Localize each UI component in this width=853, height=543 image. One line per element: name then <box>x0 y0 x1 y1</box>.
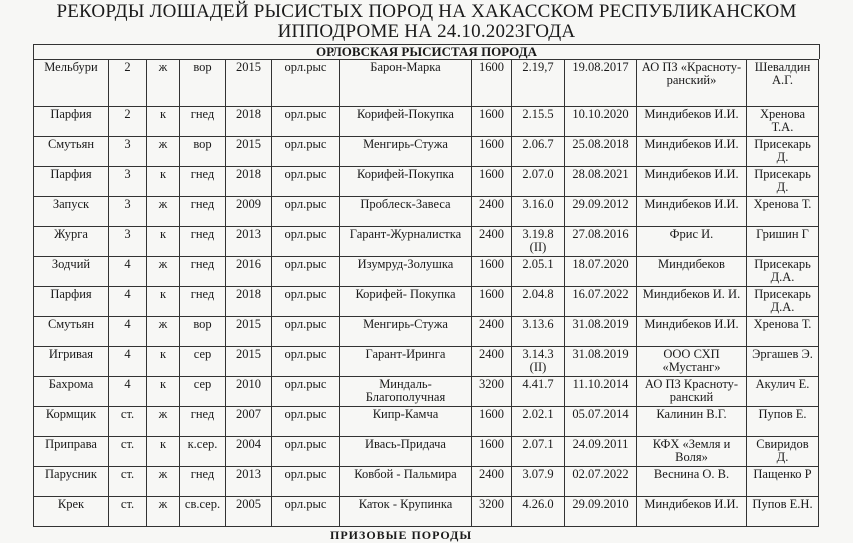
age-cell: ст. <box>109 437 147 467</box>
sex-cell: ж <box>147 467 180 497</box>
birth-year-cell: 2015 <box>226 137 272 167</box>
table-row <box>34 167 819 197</box>
sex-cell: к <box>147 377 180 407</box>
sex-cell: к <box>147 287 180 317</box>
age-cell: 3 <box>109 167 147 197</box>
breed-cell: орл.рыс <box>272 497 340 527</box>
record-time-cell: 3.14.3 (II) <box>512 347 565 377</box>
table-row <box>34 317 819 347</box>
owner-cell: Миндибеков <box>637 257 747 287</box>
distance-cell: 2400 <box>472 317 512 347</box>
table-row <box>34 287 819 317</box>
color-cell: св.сер. <box>180 497 226 527</box>
horse-name-cell: Парусник <box>34 467 109 497</box>
pedigree-cell: Корифей-Покупка <box>340 167 472 197</box>
distance-cell: 2400 <box>472 467 512 497</box>
birth-year-cell: 2015 <box>226 317 272 347</box>
record-date-cell: 18.07.2020 <box>565 257 637 287</box>
owner-cell: Калинин В.Г. <box>637 407 747 437</box>
birth-year-cell: 2018 <box>226 107 272 137</box>
table-row <box>34 137 819 167</box>
pedigree-cell: Гарант-Журналистка <box>340 227 472 257</box>
record-time-cell: 3.13.6 <box>512 317 565 347</box>
distance-cell: 1600 <box>472 437 512 467</box>
horse-name-cell: Крек <box>34 497 109 527</box>
record-date-cell: 19.08.2017 <box>565 60 637 107</box>
birth-year-cell: 2013 <box>226 467 272 497</box>
record-date-cell: 05.07.2014 <box>565 407 637 437</box>
pedigree-cell: Миндаль-Благополучная <box>340 377 472 407</box>
horse-name-cell: Приправа <box>34 437 109 467</box>
sex-cell: к <box>147 227 180 257</box>
owner-cell: Миндибеков И.И. <box>637 137 747 167</box>
records-table <box>33 59 819 527</box>
distance-cell: 1600 <box>472 60 512 107</box>
color-cell: гнед <box>180 167 226 197</box>
pedigree-cell: Проблеск-Завеса <box>340 197 472 227</box>
color-cell: сер <box>180 377 226 407</box>
horse-name-cell: Парфия <box>34 107 109 137</box>
trainer-cell: Хренова Т. <box>747 197 819 227</box>
breed-cell: орл.рыс <box>272 377 340 407</box>
distance-cell: 2400 <box>472 227 512 257</box>
age-cell: ст. <box>109 407 147 437</box>
record-time-cell: 2.19,7 <box>512 60 565 107</box>
color-cell: гнед <box>180 227 226 257</box>
record-date-cell: 31.08.2019 <box>565 317 637 347</box>
record-date-cell: 29.09.2010 <box>565 497 637 527</box>
owner-cell: ООО СХП «Мустанг» <box>637 347 747 377</box>
record-time-cell: 2.02.1 <box>512 407 565 437</box>
color-cell: к.сер. <box>180 437 226 467</box>
distance-cell: 3200 <box>472 377 512 407</box>
owner-cell: АО ПЗ «Краснотуранский» <box>637 60 747 107</box>
trainer-cell: Хренова Т. <box>747 317 819 347</box>
color-cell: гнед <box>180 287 226 317</box>
birth-year-cell: 2009 <box>226 197 272 227</box>
breed-cell: орл.рыс <box>272 60 340 107</box>
record-date-cell: 31.08.2019 <box>565 347 637 377</box>
color-cell: гнед <box>180 257 226 287</box>
distance-cell: 1600 <box>472 287 512 317</box>
distance-cell: 1600 <box>472 257 512 287</box>
record-time-cell: 2.07.0 <box>512 167 565 197</box>
distance-cell: 1600 <box>472 107 512 137</box>
breed-cell: орл.рыс <box>272 137 340 167</box>
record-date-cell: 28.08.2021 <box>565 167 637 197</box>
next-section-title: ПРИЗОВЫЕ ПОРОДЫ <box>330 528 473 542</box>
horse-name-cell: Зодчий <box>34 257 109 287</box>
horse-name-cell: Бахрома <box>34 377 109 407</box>
sex-cell: ж <box>147 257 180 287</box>
color-cell: гнед <box>180 107 226 137</box>
distance-cell: 1600 <box>472 137 512 167</box>
birth-year-cell: 2005 <box>226 497 272 527</box>
birth-year-cell: 2004 <box>226 437 272 467</box>
birth-year-cell: 2010 <box>226 377 272 407</box>
distance-cell: 1600 <box>472 407 512 437</box>
owner-cell: Веснина О. В. <box>637 467 747 497</box>
pedigree-cell: Ковбой - Пальмира <box>340 467 472 497</box>
trainer-cell: Присекарь Д. <box>747 137 819 167</box>
age-cell: 2 <box>109 60 147 107</box>
trainer-cell: Свиридов Д. <box>747 437 819 467</box>
breed-cell: орл.рыс <box>272 347 340 377</box>
record-time-cell: 4.41.7 <box>512 377 565 407</box>
horse-name-cell: Журга <box>34 227 109 257</box>
pedigree-cell: Корифей-Покупка <box>340 107 472 137</box>
table-row <box>34 60 819 107</box>
breed-cell: орл.рыс <box>272 467 340 497</box>
birth-year-cell: 2018 <box>226 167 272 197</box>
birth-year-cell: 2007 <box>226 407 272 437</box>
record-date-cell: 24.09.2011 <box>565 437 637 467</box>
horse-name-cell: Парфия <box>34 167 109 197</box>
trainer-cell: Пупов Е.Н. <box>747 497 819 527</box>
record-date-cell: 29.09.2012 <box>565 197 637 227</box>
trainer-cell: Присекарь Д.А. <box>747 257 819 287</box>
pedigree-cell: Кипр-Камча <box>340 407 472 437</box>
pedigree-cell: Барон-Марка <box>340 60 472 107</box>
breed-cell: орл.рыс <box>272 317 340 347</box>
table-row <box>34 107 819 137</box>
record-date-cell: 11.10.2014 <box>565 377 637 407</box>
record-time-cell: 2.15.5 <box>512 107 565 137</box>
trainer-cell: Акулич Е. <box>747 377 819 407</box>
record-date-cell: 25.08.2018 <box>565 137 637 167</box>
pedigree-cell: Ивась-Придача <box>340 437 472 467</box>
distance-cell: 3200 <box>472 497 512 527</box>
table-row <box>34 347 819 377</box>
age-cell: 4 <box>109 317 147 347</box>
birth-year-cell: 2016 <box>226 257 272 287</box>
age-cell: ст. <box>109 467 147 497</box>
breed-cell: орл.рыс <box>272 287 340 317</box>
age-cell: 3 <box>109 227 147 257</box>
sex-cell: ж <box>147 317 180 347</box>
pedigree-cell: Гарант-Иринга <box>340 347 472 377</box>
sex-cell: ж <box>147 197 180 227</box>
pedigree-cell: Изумруд-Золушка <box>340 257 472 287</box>
record-date-cell: 02.07.2022 <box>565 467 637 497</box>
page-title: РЕКОРДЫ ЛОШАДЕЙ РЫСИСТЫХ ПОРОД НА ХАКАССКОМ РЕСПУБЛИКАНСКОМ ИППОДРОМЕ НА 24.10.2023ГОДА <box>56 1 797 42</box>
horse-name-cell: Смутьян <box>34 317 109 347</box>
color-cell: сер <box>180 347 226 377</box>
owner-cell: Фрис И. <box>637 227 747 257</box>
age-cell: 4 <box>109 257 147 287</box>
color-cell: вор <box>180 137 226 167</box>
trainer-cell: Гришин Г <box>747 227 819 257</box>
pedigree-cell: Менгирь-Стужа <box>340 317 472 347</box>
trainer-cell: Присекарь Д.А. <box>747 287 819 317</box>
table-row <box>34 437 819 467</box>
horse-name-cell: Игривая <box>34 347 109 377</box>
sex-cell: к <box>147 347 180 377</box>
horse-name-cell: Парфия <box>34 287 109 317</box>
breed-cell: орл.рыс <box>272 227 340 257</box>
table-row <box>34 407 819 437</box>
record-time-cell: 3.07.9 <box>512 467 565 497</box>
horse-name-cell: Смутьян <box>34 137 109 167</box>
trainer-cell: Хренова Т.А. <box>747 107 819 137</box>
pedigree-cell: Каток - Крупинка <box>340 497 472 527</box>
trainer-cell: Пупов Е. <box>747 407 819 437</box>
age-cell: 3 <box>109 137 147 167</box>
owner-cell: Миндибеков И.И. <box>637 167 747 197</box>
record-time-cell: 2.07.1 <box>512 437 565 467</box>
trainer-cell: Пащенко Р <box>747 467 819 497</box>
breed-cell: орл.рыс <box>272 107 340 137</box>
record-date-cell: 27.08.2016 <box>565 227 637 257</box>
table-row <box>34 467 819 497</box>
breed-cell: орл.рыс <box>272 197 340 227</box>
table-row <box>34 197 819 227</box>
owner-cell: КФХ «Земля и Воля» <box>637 437 747 467</box>
sex-cell: ж <box>147 137 180 167</box>
owner-cell: Миндибеков И.И. <box>637 107 747 137</box>
table-row <box>34 377 819 407</box>
breed-cell: орл.рыс <box>272 257 340 287</box>
sex-cell: к <box>147 107 180 137</box>
owner-cell: Миндибеков И. И. <box>637 287 747 317</box>
record-date-cell: 16.07.2022 <box>565 287 637 317</box>
owner-cell: Миндибеков И.И. <box>637 197 747 227</box>
horse-name-cell: Запуск <box>34 197 109 227</box>
sex-cell: к <box>147 167 180 197</box>
color-cell: гнед <box>180 407 226 437</box>
record-time-cell: 3.19.8 (II) <box>512 227 565 257</box>
breed-cell: орл.рыс <box>272 167 340 197</box>
age-cell: 4 <box>109 377 147 407</box>
trainer-cell: Эргашев Э. <box>747 347 819 377</box>
color-cell: вор <box>180 317 226 347</box>
owner-cell: Миндибеков И.И. <box>637 497 747 527</box>
distance-cell: 1600 <box>472 167 512 197</box>
color-cell: гнед <box>180 197 226 227</box>
birth-year-cell: 2015 <box>226 347 272 377</box>
color-cell: вор <box>180 60 226 107</box>
horse-name-cell: Кормщик <box>34 407 109 437</box>
age-cell: 3 <box>109 197 147 227</box>
color-cell: гнед <box>180 467 226 497</box>
owner-cell: Миндибеков И.И. <box>637 317 747 347</box>
sex-cell: к <box>147 437 180 467</box>
sex-cell: ж <box>147 60 180 107</box>
age-cell: 4 <box>109 287 147 317</box>
trainer-cell: Присекарь Д. <box>747 167 819 197</box>
birth-year-cell: 2018 <box>226 287 272 317</box>
age-cell: 4 <box>109 347 147 377</box>
owner-cell: АО ПЗ Краснотуранский <box>637 377 747 407</box>
breed-cell: орл.рыс <box>272 407 340 437</box>
record-time-cell: 3.16.0 <box>512 197 565 227</box>
table-row <box>34 257 819 287</box>
sex-cell: ж <box>147 407 180 437</box>
distance-cell: 2400 <box>472 347 512 377</box>
age-cell: 2 <box>109 107 147 137</box>
record-time-cell: 2.06.7 <box>512 137 565 167</box>
table-row <box>34 227 819 257</box>
age-cell: ст. <box>109 497 147 527</box>
birth-year-cell: 2013 <box>226 227 272 257</box>
section-title: ОРЛОВСКАЯ РЫСИСТАЯ ПОРОДА <box>33 44 820 59</box>
pedigree-cell: Менгирь-Стужа <box>340 137 472 167</box>
birth-year-cell: 2015 <box>226 60 272 107</box>
record-time-cell: 2.04.8 <box>512 287 565 317</box>
record-time-cell: 2.05.1 <box>512 257 565 287</box>
breed-cell: орл.рыс <box>272 437 340 467</box>
horse-name-cell: Мельбури <box>34 60 109 107</box>
trainer-cell: Шевалдин А.Г. <box>747 60 819 107</box>
distance-cell: 2400 <box>472 197 512 227</box>
table-row <box>34 497 819 527</box>
pedigree-cell: Корифей- Покупка <box>340 287 472 317</box>
record-time-cell: 4.26.0 <box>512 497 565 527</box>
sex-cell: ж <box>147 497 180 527</box>
record-date-cell: 10.10.2020 <box>565 107 637 137</box>
